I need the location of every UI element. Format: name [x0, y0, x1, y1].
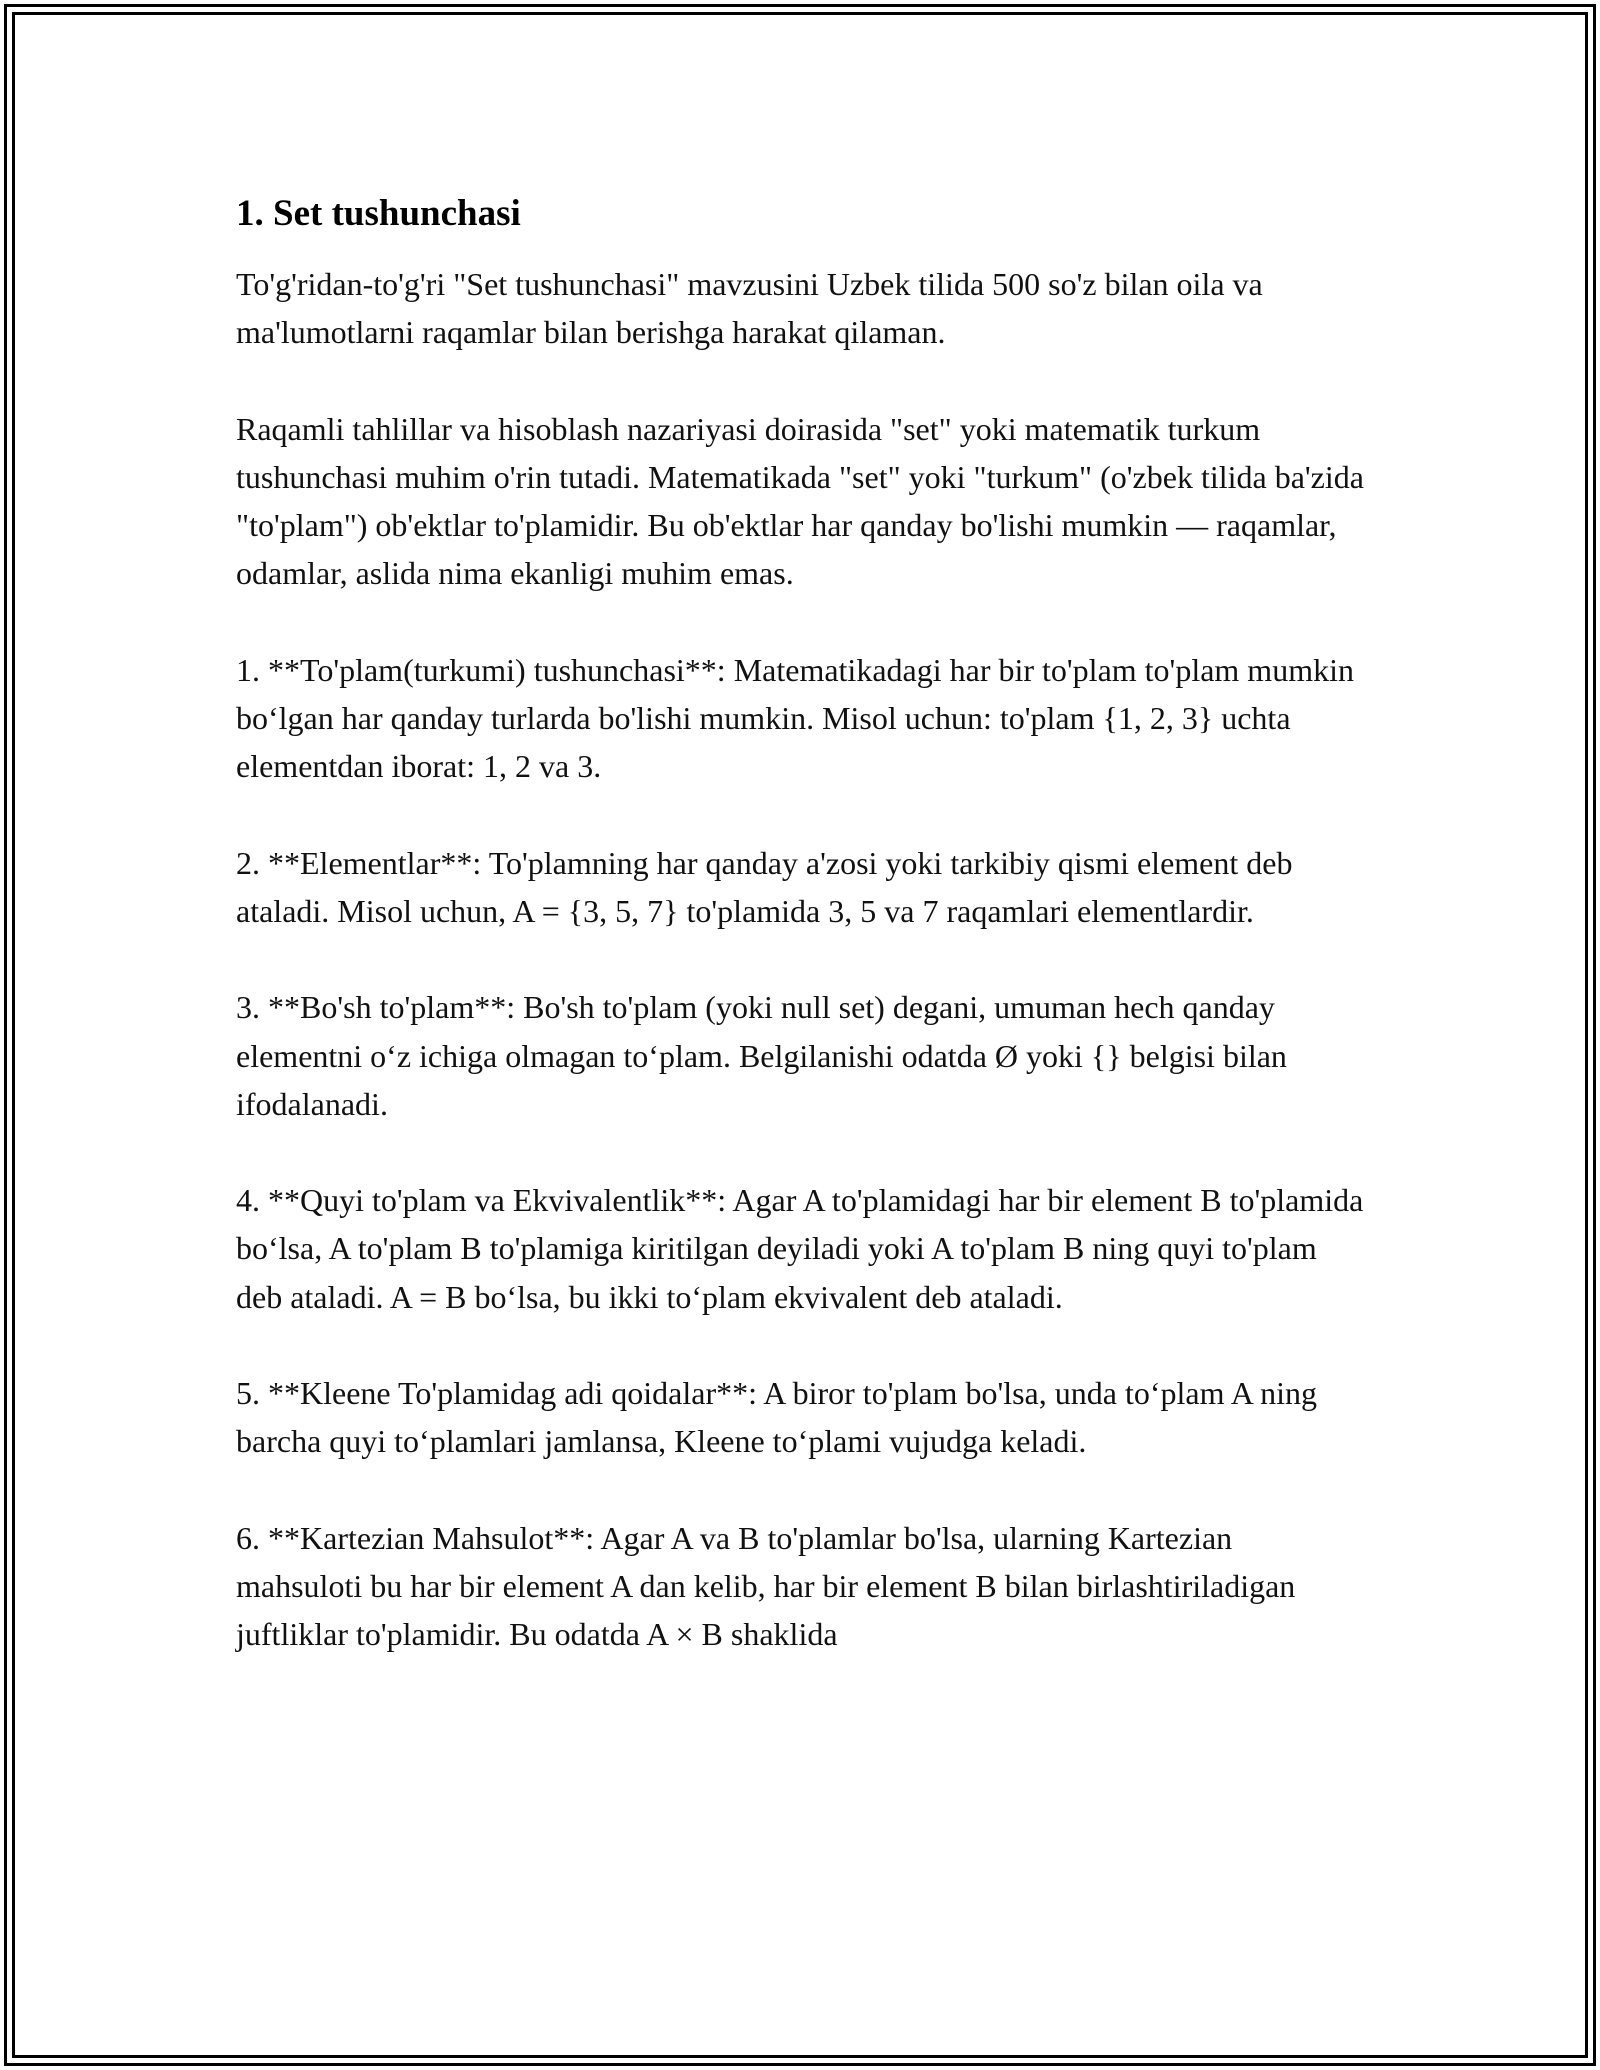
paragraph-item-2: 2. **Elementlar**: To'plamning har qanday a'zosi yoki tarkibiy qismi element deb ataladi. Misol uchun, A = {3, 5, 7} to'plamida 3, 5 va 7 raqamlari elementlardir.	[236, 844, 1293, 929]
document-body	[236, 188, 1366, 1707]
paragraph-item-5: 5. **Kleene To'plamidag adi qoidalar**: A biror to'plam bo'lsa, unda to‘plam A ning barcha quyi to‘plamlari jamlansa, Kleene to‘plami vujudga keladi.	[236, 1375, 1317, 1460]
paragraph-item-1: 1. **To'plam(turkumi) tushunchasi**: Matematikadagi har bir to'plam to'plam mumkin bo‘lgan har qanday turlarda bo'lishi mumkin. Misol uchun: to'plam {1, 2, 3} uchta elementdan iborat: 1, 2 va 3.	[236, 651, 1354, 785]
paragraph-intro: To'g'ridan-to'g'ri "Set tushunchasi" mavzusini Uzbek tilida 500 so'z bilan oila va ma'lumotlarni raqamlar bilan berishga harakat qilaman.	[236, 266, 1263, 351]
paragraph-item-6: 6. **Kartezian Mahsulot**: Agar A va B to'plamlar bo'lsa, ularning Kartezian mahsuloti bu har bir element A dan kelib, har bir element B bilan birlashtiriladigan juftliklar to'plamidir. Bu odatda A × B shaklida	[236, 1519, 1296, 1653]
paragraph-item-3: 3. **Bo'sh to'plam**: Bo'sh to'plam (yoki null set) degani, umuman hech qanday elementni o‘z ichiga olmagan to‘plam. Belgilanishi odatda Ø yoki {} belgisi bilan ifodalanadi.	[236, 989, 1287, 1122]
section-heading: 1. Set tushunchasi	[236, 193, 521, 234]
paragraph-item-4: 4. **Quyi to'plam va Ekvivalentlik**: Agar A to'plamidagi har bir element B to'plamida bo‘lsa, A to'plam B to'plamiga kiritilgan deyiladi yoki A to'plam B ning quyi to'plam deb ataladi. A = B bo‘lsa, bu ikki to‘plam ekvivalent deb ataladi.	[236, 1182, 1364, 1315]
paragraph-overview: Raqamli tahlillar va hisoblash nazariyasi doirasida "set" yoki matematik turkum tushunchasi muhim o'rin tutadi. Matematikada "set" yoki "turkum" (o'zbek tilida ba'zida "to'plam") ob'ektlar to'plamidir. Bu ob'ektlar har qanday bo'lishi mumkin — raqamlar, odamlar, aslida nima ekanligi muhim emas.	[236, 410, 1364, 592]
